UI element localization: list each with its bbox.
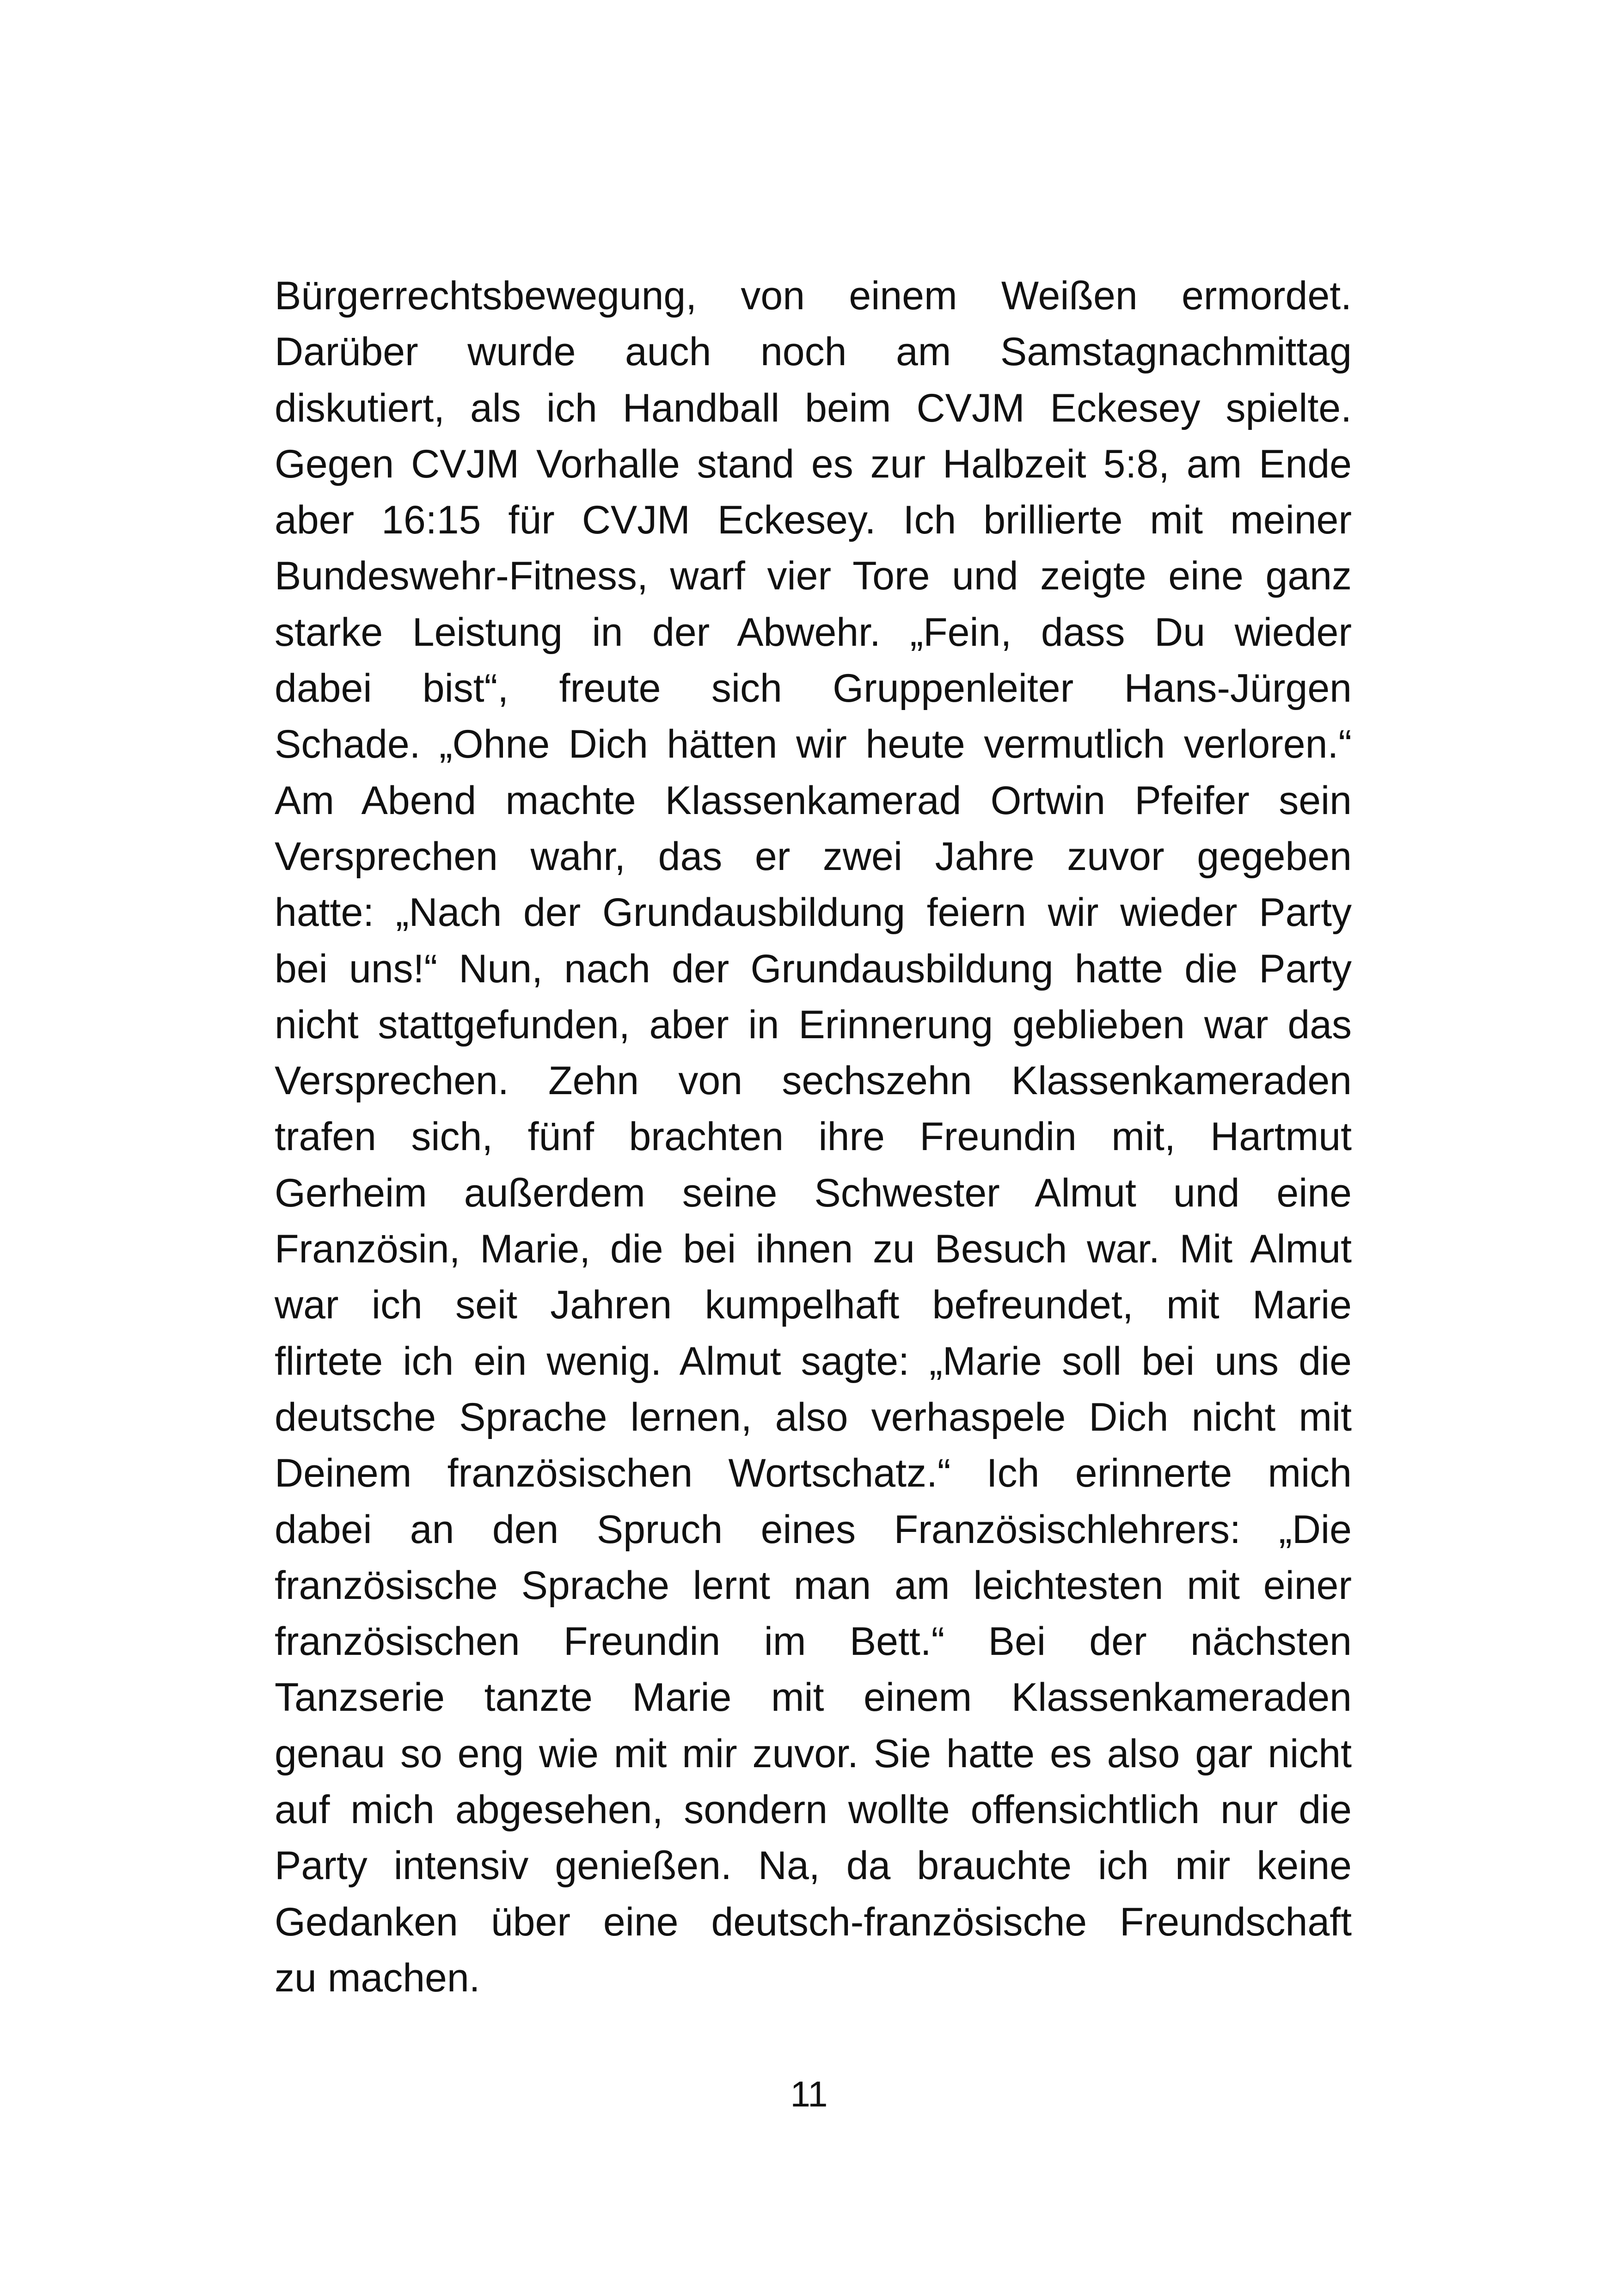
text-line: genau so eng wie mit mir zuvor. Sie hatte es also gar nicht [275, 1731, 1352, 1776]
text-line: flirtete ich ein wenig. Almut sagte: „Marie soll bei uns die [275, 1339, 1352, 1384]
text-line: französische Sprache lernt man am leichtesten mit einer [275, 1563, 1352, 1608]
text-line: Bundeswehr-Fitness, warf vier Tore und zeigte eine ganz [275, 554, 1352, 599]
text-line: französischen Freundin im Bett.“ Bei der nächsten [275, 1619, 1352, 1664]
text-line: war ich seit Jahren kumpelhaft befreundet, mit Marie [275, 1283, 1352, 1328]
text-line: Party intensiv genießen. Na, da brauchte ich mir keine [275, 1843, 1352, 1888]
text-line: starke Leistung in der Abwehr. „Fein, dass Du wieder [275, 610, 1352, 655]
text-line: Versprechen. Zehn von sechszehn Klassenkameraden [275, 1059, 1352, 1103]
page-number: 11 [790, 2074, 828, 2114]
text-line: Bürgerrechtsbewegung, von einem Weißen ermordet. [275, 274, 1352, 318]
text-line: Am Abend machte Klassenkamerad Ortwin Pfeifer sein [275, 778, 1352, 823]
text-line: Gegen CVJM Vorhalle stand es zur Halbzeit 5:8, am Ende [275, 441, 1352, 486]
text-line: aber 16:15 für CVJM Eckesey. Ich brillierte mit meiner [275, 498, 1352, 543]
text-line: hatte: „Nach der Grundausbildung feiern wir wieder Party [275, 890, 1352, 935]
text-line: trafen sich, fünf brachten ihre Freundin mit, Hartmut [275, 1114, 1352, 1159]
body-text [275, 268, 1352, 2006]
text-line: auf mich abgesehen, sondern wollte offensichtlich nur die [275, 1788, 1352, 1832]
text-line: dabei bist“, freute sich Gruppenleiter Hans-Jürgen [275, 666, 1352, 711]
text-line: Gedanken über eine deutsch-französische Freundschaft [275, 1899, 1352, 1944]
text-line: deutsche Sprache lernen, also verhaspele Dich nicht mit [275, 1395, 1352, 1439]
text-line: Tanzserie tanzte Marie mit einem Klassenkameraden [275, 1675, 1352, 1720]
text-line: Darüber wurde auch noch am Samstagnachmittag [275, 330, 1352, 374]
text-line: zu machen. [275, 1955, 480, 2000]
text-line: Gerheim außerdem seine Schwester Almut und eine [275, 1170, 1352, 1215]
text-line: Versprechen wahr, das er zwei Jahre zuvor gegeben [275, 834, 1352, 879]
text-line: nicht stattgefunden, aber in Erinnerung geblieben war das [275, 1002, 1352, 1047]
text-line: diskutiert, als ich Handball beim CVJM Eckesey spielte. [275, 386, 1352, 430]
text-line: Französin, Marie, die bei ihnen zu Besuch war. Mit Almut [275, 1227, 1352, 1272]
text-line: Schade. „Ohne Dich hätten wir heute vermutlich verloren.“ [275, 722, 1352, 767]
text-line: dabei an den Spruch eines Französischlehrers: „Die [275, 1507, 1352, 1552]
text-line: bei uns!“ Nun, nach der Grundausbildung hatte die Party [275, 946, 1352, 991]
text-line: Deinem französischen Wortschatz.“ Ich erinnerte mich [275, 1451, 1352, 1496]
